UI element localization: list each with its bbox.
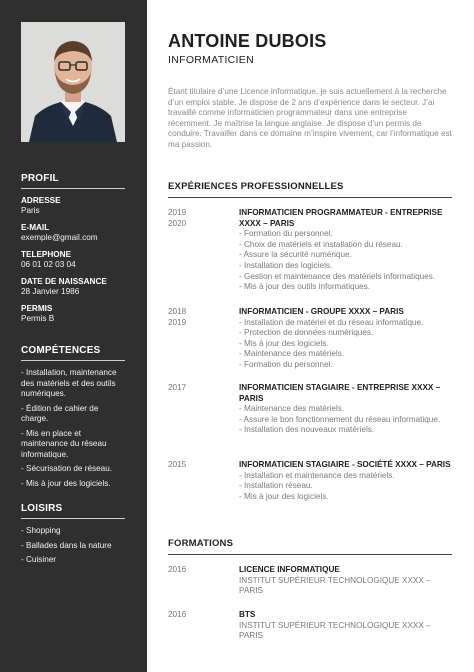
entry-line: INSTITUT SUPÉRIEUR TECHNOLOGIQUE XXXX – PARIS [239,575,431,596]
field-label: PERMIS [21,304,53,313]
page-title: ANTOINE DUBOIS [168,31,327,51]
list-item: - Ballades dans la nature [21,540,112,550]
profil-section [21,173,125,331]
entry-line: - Installation des logiciels. [239,260,333,270]
list-item: - Shopping [21,526,61,535]
list-item: - Sécurisation de réseau. [21,464,113,473]
entry-line: - Installation et maintenance des matériels. [239,470,395,480]
entry-line: - Mis à jour des outils informatiques. [239,282,371,292]
entry-line: - Gestion et maintenance des matériels informatiques. [239,271,436,281]
profile-photo-illustration [21,22,125,142]
field-phone [21,250,125,270]
profile-photo [21,22,125,142]
entry-years: 2018 2019 [168,307,187,327]
entry-line: - Maintenance des matériels. [239,349,345,359]
entry-years: 2017 [168,383,187,392]
field-value: 28 Janvier 1986 [21,287,80,296]
experience-entry [168,307,454,371]
formation-entry [168,610,454,642]
entry-line: - Protection de données numériques. [239,328,374,338]
entry-years: 2016 [168,565,187,574]
entry-line: - Assure le bon fonctionnement du réseau informatique. [239,414,441,424]
competences-title: COMPÉTENCES [21,345,125,361]
experiences-title: EXPÉRIENCES PROFESSIONNELLES [168,181,452,198]
entry-title: INFORMATICIEN STAGIAIRE - SOCIÉTÉ XXXX – PARIS [239,460,451,469]
loisirs-section [21,503,125,570]
field-label: TELEPHONE [21,250,72,259]
field-label: ADRESSE [21,196,61,205]
entry-title: INFORMATICIEN STAGIAIRE - ENTREPRISE XXXX – PARIS [239,383,441,403]
field-value: Paris [21,206,40,215]
field-address [21,196,125,216]
field-license [21,304,125,324]
entry-title: BTS [239,610,256,619]
field-value: Permis B [21,314,55,323]
field-value: exemple@gmail.com [21,233,98,242]
entry-title: LICENCE INFORMATIQUE [239,565,340,574]
entry-line: - Installation de matériel et du réseau informatique. [239,317,424,327]
intro-paragraph: Étant titulaire d’une Licence informatique, je suis actuellement à la recherche d’un emploi stable. Je dispose de 2 ans d’expérience dans le secteur. J’ai travaillé comme informaticien programmateur dans une entreprise récemment. Je maîtrise la langue anglaise. Je dispose d’un permis de conduire. Travailler dans ce domaine m’inspire vivement, car l’informatique est ma passion. [168,87,452,149]
list-item: - Édition de cahier de charge. [21,403,99,423]
entry-title: INFORMATICIEN PROGRAMMATEUR - ENTREPRISE XXXX – PARIS [239,208,443,228]
entry-line: - Mis à jour des logiciels. [239,491,329,501]
entry-line: - Assure la sécurité numérique. [239,250,352,260]
sidebar [0,0,147,672]
entry-line: - Formation du personnel. [239,229,333,239]
field-label: DATE DE NAISSANCE [21,277,107,286]
job-title: INFORMATICIEN [168,54,254,66]
field-email [21,223,125,243]
formations-title: FORMATIONS [168,538,452,555]
formation-entry [168,565,454,597]
profil-title: PROFIL [21,173,125,189]
field-birthdate [21,277,125,297]
entry-title: INFORMATICIEN - GROUPE XXXX – PARIS [239,307,404,316]
entry-line: - Installation des nouveaux matériels. [239,425,375,435]
experience-entry [168,460,454,502]
list-item: - Installation, maintenance des matériels et des outils numériques. [21,368,117,398]
entry-line: - Maintenance des matériels. [239,404,345,414]
entry-line: - Installation réseau. [239,481,313,491]
entry-line: - Choix de matériels et installation du réseau. [239,239,403,249]
experience-entry [168,383,454,436]
loisirs-title: LOISIRS [21,503,125,519]
field-value: 06 01 02 03 04 [21,260,76,269]
list-item: - Cuisiner [21,555,57,564]
list-item: - Mis en place et maintenance du réseau informatique. [21,428,107,459]
experience-entry [168,208,454,293]
entry-line: - Mis à jour des logiciels. [239,338,329,348]
competences-section [21,345,125,493]
entry-years: 2015 [168,460,187,469]
entry-line: - Formation du personnel. [239,359,333,369]
entry-line: INSTITUT SUPÉRIEUR TECHNOLOGIQUE XXXX – PARIS [239,620,431,641]
field-label: E-MAIL [21,223,50,232]
entry-years: 2016 [168,610,187,619]
entry-years: 2019 2020 [168,208,187,228]
list-item: - Mis à jour des logiciels. [21,478,111,488]
